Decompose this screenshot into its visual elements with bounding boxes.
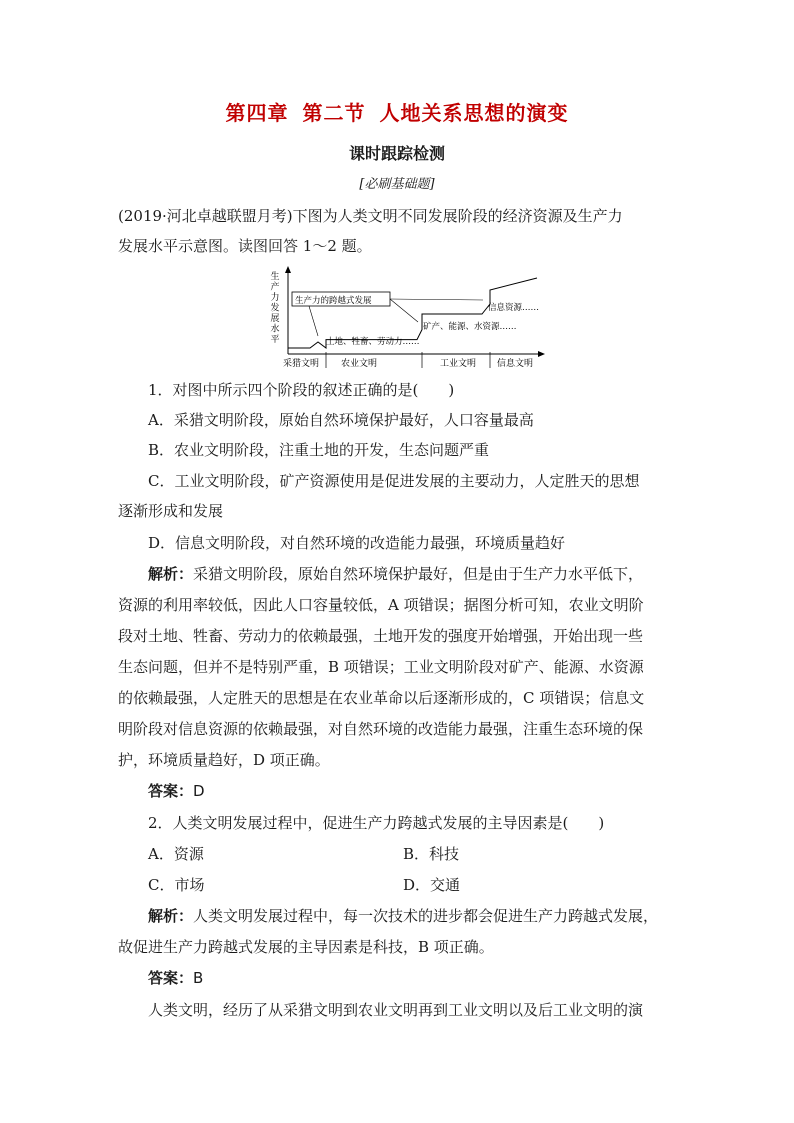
x-tick-label: 采猎文明 bbox=[282, 359, 320, 369]
y-axis-label bbox=[270, 270, 279, 345]
y-axis-label-char: 水 bbox=[270, 324, 280, 335]
annotation-agriculture: 土地、牲畜、劳动力…… bbox=[326, 337, 420, 347]
x-tick-label: 工业文明 bbox=[439, 359, 477, 369]
q2-exp-label: 解析： bbox=[148, 907, 194, 925]
y-axis-label-char: 力 bbox=[270, 293, 280, 303]
q2-ans-label: 答案： bbox=[148, 969, 194, 987]
q2-explanation-1 bbox=[148, 906, 708, 926]
x-tick-label: 信息文明 bbox=[496, 359, 534, 369]
q2-answer bbox=[148, 968, 708, 988]
q1-explanation-1 bbox=[148, 564, 708, 584]
chapter-label: 第四章 bbox=[225, 101, 289, 125]
topic-label: 人地关系思想的演变 bbox=[379, 101, 569, 125]
q1-option-b: B．农业文明阶段，注重土地的开发，生态问题严重 bbox=[148, 441, 490, 459]
q1-stem: 1．对图中所示四个阶段的叙述正确的是( ) bbox=[148, 381, 455, 399]
q1-exp-text: 采猎文明阶段，原始自然环境保护最好，但是由于生产力水平低下， bbox=[193, 565, 644, 583]
q1-exp-label: 解析： bbox=[148, 565, 194, 583]
q1-explanation-4: 生态问题，但并不是特别严重，B 项错误；工业文明阶段对矿产、能源、水资源 bbox=[118, 658, 644, 676]
intro-line-2: 发展水平示意图。读图回答 1～2 题。 bbox=[118, 237, 372, 255]
passage-start: 人类文明，经历了从采猎文明到农业文明再到工业文明以及后工业文明的演 bbox=[148, 1001, 644, 1019]
y-axis-label-char: 展 bbox=[270, 314, 280, 324]
q2-option-c: C．市场 bbox=[148, 876, 205, 894]
q2-option-b: B．科技 bbox=[403, 845, 460, 863]
section-tag: [必刷基础题] bbox=[359, 177, 435, 192]
q2-option-d: D．交通 bbox=[403, 876, 461, 894]
annotation-leap: 生产力的跨越式发展 bbox=[295, 296, 372, 306]
section-label: 第二节 bbox=[302, 101, 366, 125]
q2-ans-value: B bbox=[193, 969, 204, 987]
q1-option-a: A．采猎文明阶段，原始自然环境保护最好，人口容量最高 bbox=[148, 411, 534, 429]
y-axis-label-char: 产 bbox=[270, 282, 280, 293]
page-title bbox=[0, 97, 794, 126]
annotation-industry: 矿产、能源、水资源…… bbox=[423, 322, 517, 332]
q1-ans-value: D bbox=[193, 782, 205, 800]
y-axis-label-char: 平 bbox=[270, 335, 280, 345]
q1-explanation-2: 资源的利用率较低，因此人口容量较低，A 项错误；据图分析可知，农业文明阶 bbox=[118, 596, 644, 614]
q2-stem: 2．人类文明发展过程中，促进生产力跨越式发展的主导因素是( ) bbox=[148, 814, 605, 832]
y-axis-label-char: 生 bbox=[270, 272, 280, 282]
page-subtitle: 课时跟踪检测 bbox=[348, 144, 445, 163]
q1-explanation-5: 的依赖最强，人定胜天的思想是在农业革命以后逐渐形成的，C 项错误；信息文 bbox=[118, 689, 645, 707]
q1-option-d: D．信息文明阶段，对自然环境的改造能力最强，环境质量趋好 bbox=[148, 534, 566, 552]
q1-explanation-3: 段对土地、牲畜、劳动力的依赖最强，土地开发的强度开始增强，开始出现一些 bbox=[118, 627, 644, 645]
q1-option-c-cont: 逐渐形成和发展 bbox=[118, 502, 224, 520]
annotation-info: 信息资源…… bbox=[488, 303, 540, 313]
q2-option-a: A．资源 bbox=[148, 845, 204, 863]
q1-explanation-7: 护，环境质量趋好，D 项正确。 bbox=[118, 751, 330, 769]
q2-explanation-2: 故促进生产力跨越式发展的主导因素是科技，B 项正确。 bbox=[118, 938, 494, 956]
x-tick-label: 农业文明 bbox=[340, 359, 378, 369]
q1-ans-label: 答案： bbox=[148, 782, 194, 800]
q2-exp-text: 人类文明发展过程中，每一次技术的进步都会促进生产力跨越式发展， bbox=[193, 907, 659, 925]
x-axis-categories bbox=[283, 352, 533, 369]
productivity-chart bbox=[262, 266, 552, 376]
y-axis-label-char: 发 bbox=[270, 303, 280, 314]
intro-line-1: (2019·河北卓越联盟月考)下图为人类文明不同发展阶段的经济资源及生产力 bbox=[118, 207, 623, 225]
q1-explanation-6: 明阶段对信息资源的依赖最强，对自然环境的改造能力最强，注重生态环境的保 bbox=[118, 720, 644, 738]
q1-option-c: C．工业文明阶段，矿产资源使用是促进发展的主要动力，人定胜天的思想 bbox=[148, 472, 640, 490]
q1-answer bbox=[148, 781, 708, 801]
